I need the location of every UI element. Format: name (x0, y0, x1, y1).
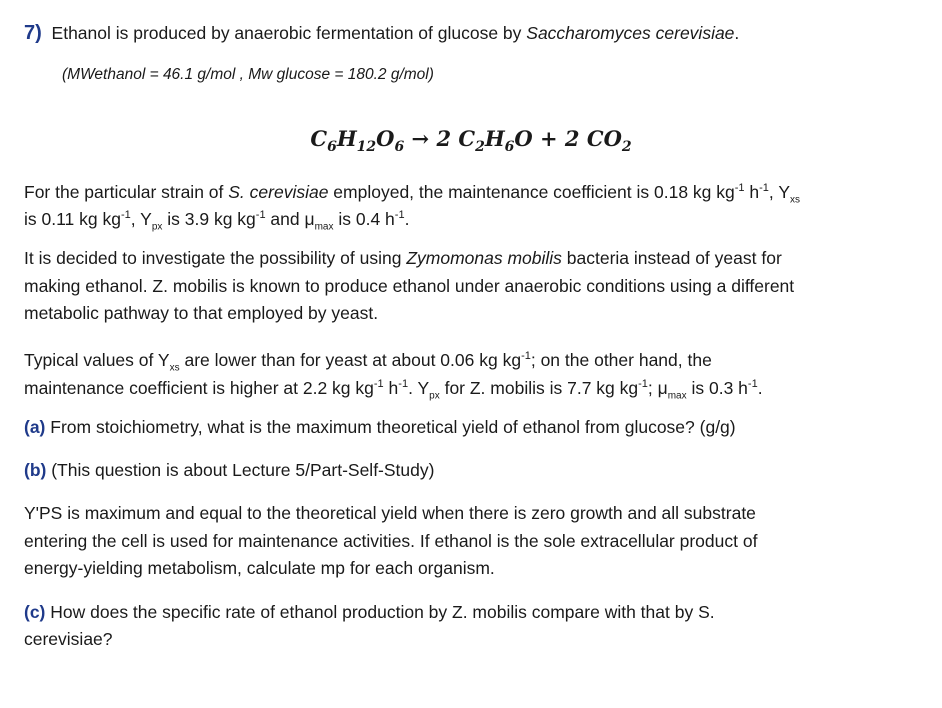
text-span: For the particular strain of (24, 181, 229, 202)
para1-line2 (24, 203, 409, 239)
text-span: is 0.11 kg kg (24, 208, 121, 229)
subscript: max (314, 221, 334, 233)
species-name: S. cerevisiae (228, 181, 329, 202)
text-span: is 0.3 h (686, 377, 748, 398)
text-span: It is decided to investigate the possibility of using (24, 248, 407, 268)
intro-text: Ethanol is produced by anaerobic fermentation of glucose by (51, 23, 527, 43)
para2-line2: making ethanol. Z. mobilis is known to produce ethanol under anaerobic conditions using a different (24, 276, 795, 296)
subscript: px (151, 221, 163, 233)
species-name: Zymomonas mobilis (406, 248, 562, 268)
text-span: employed, the maintenance coefficient is 0.18 kg kg (328, 181, 735, 202)
equation-reactant: $C_6H_{12}O_6$ (310, 126, 405, 156)
part-c-label: (c) (24, 602, 46, 622)
part-b-text: (This question is about Lecture 5/Part-Self-Study) (46, 460, 435, 480)
text-span: is 0.4 h (333, 208, 395, 229)
subscript: xs (790, 194, 801, 206)
part-a-text: From stoichiometry, what is the maximum theoretical yield of ethanol from glucose? (g/g) (45, 417, 736, 437)
reaction-equation (0, 126, 942, 155)
subscript: px (429, 390, 440, 402)
part-b-label: (b) (24, 460, 47, 480)
text-span: bacteria instead of yeast for (561, 248, 782, 268)
text-span: , Y (768, 181, 791, 202)
subscript: max (667, 390, 687, 402)
para2-line3: metabolic pathway to that employed by yeast. (24, 303, 379, 323)
molecular-weights: (MWethanol = 46.1 g/mol , Mw glucose = 180.2 g/mol) (62, 66, 434, 83)
text-span: h (383, 377, 399, 398)
superscript: -1 (734, 182, 745, 194)
superscript: -1 (759, 182, 769, 194)
question-heading (24, 21, 739, 45)
part-b (24, 458, 434, 482)
text-span: ; μ (647, 377, 668, 398)
part-a (24, 415, 736, 439)
part-b-line2: entering the cell is used for maintenance activities. If ethanol is the sole extracellular product of (24, 531, 758, 551)
subscript: xs (169, 362, 180, 374)
part-a-label: (a) (24, 417, 46, 437)
text-span: and μ (265, 208, 315, 229)
superscript: -1 (747, 378, 758, 390)
text-span: ; on the other hand, the (530, 349, 712, 370)
text-span: are lower than for yeast at about 0.06 kg kg (179, 349, 522, 370)
question-number: 7) (24, 22, 42, 44)
part-c-text: How does the specific rate of ethanol production by Z. mobilis compare with that by S. (45, 602, 715, 622)
equation-products: 2 $C_2H_6O + 2$ $CO_2$ (436, 126, 632, 156)
text-span: . (757, 377, 763, 398)
para3-line2 (24, 372, 763, 408)
text-span: is 3.9 kg kg (162, 208, 256, 229)
equation-arrow: → (411, 126, 430, 151)
text-span: . Y (408, 377, 430, 398)
text-span: maintenance coefficient is higher at 2.2 kg kg (24, 377, 374, 398)
superscript: -1 (398, 378, 409, 390)
text-span: Typical values of Y (24, 349, 170, 370)
text-span: for Z. mobilis is 7.7 kg kg (439, 377, 639, 398)
para2-line1 (24, 246, 782, 270)
text-span: , Y (130, 208, 152, 229)
superscript: -1 (255, 209, 266, 221)
intro-end: . (734, 23, 740, 43)
text-span: h (744, 181, 760, 202)
superscript: -1 (521, 350, 531, 362)
text-span: . (404, 208, 410, 229)
superscript: -1 (638, 378, 648, 390)
superscript: -1 (394, 209, 405, 221)
superscript: -1 (120, 209, 131, 221)
superscript: -1 (373, 378, 384, 390)
part-c (24, 600, 715, 624)
part-b-line1: Y'PS is maximum and equal to the theoretical yield when there is zero growth and all substrate (24, 503, 756, 523)
part-c-line2: cerevisiae? (24, 629, 113, 649)
part-b-line3: energy-yielding metabolism, calculate mp for each organism. (24, 558, 495, 578)
intro-species: Saccharomyces cerevisiae (526, 23, 735, 43)
